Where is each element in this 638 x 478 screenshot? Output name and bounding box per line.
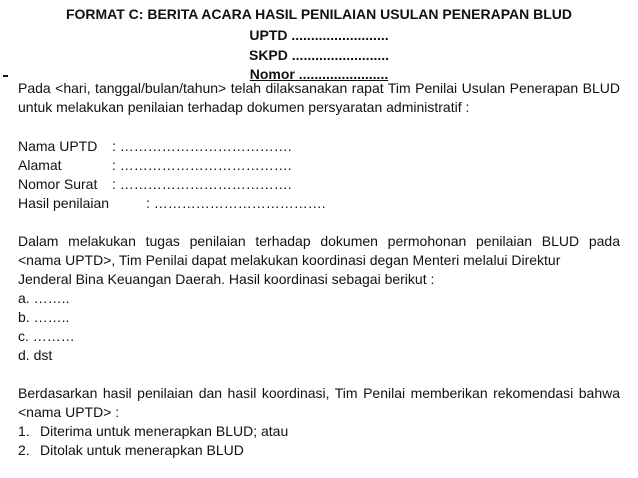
assessment-line-3: Jenderal Bina Keuangan Daerah. Hasil koordinasi sebagai berikut : xyxy=(18,271,435,287)
option-number: 2. xyxy=(18,442,30,458)
nomor-text: Nomor ....................... xyxy=(249,66,389,82)
field-nomor-surat xyxy=(18,175,292,194)
list-item-b: b. …….. xyxy=(18,309,70,325)
field-value: : ………………………………. xyxy=(146,195,326,211)
list-item-a: a. …….. xyxy=(18,290,70,306)
field-label: Nomor Surat xyxy=(18,176,98,192)
field-hasil-penilaian xyxy=(18,194,326,213)
field-value: : ………………………………. xyxy=(112,176,292,192)
field-value: : ………………………………. xyxy=(112,157,292,173)
field-label: Alamat xyxy=(18,157,62,173)
intro-paragraph: Pada <hari, tanggal/bulan/tahun> telah dilaksanakan rapat Tim Penilai Usulan Penerapan BLUD untuk melakukan penilaian terhadap dokumen persyaratan administratif : xyxy=(18,80,620,115)
assessment-line-1: Dalam melakukan tugas penilaian terhadap dokumen permohonan penilaian BLUD pada xyxy=(18,233,620,249)
option-1 xyxy=(18,422,288,441)
list-item-d: d. dst xyxy=(18,347,53,363)
field-nama-uptd xyxy=(18,137,292,156)
option-text: Ditolak untuk menerapkan BLUD xyxy=(40,442,244,458)
list-item-c: c. ……… xyxy=(18,328,75,344)
field-alamat xyxy=(18,156,292,175)
field-label: Nama UPTD xyxy=(18,138,98,154)
skpd-line: SKPD ......................... xyxy=(248,47,390,63)
option-text: Diterima untuk menerapkan BLUD; atau xyxy=(40,423,289,439)
option-number: 1. xyxy=(18,423,30,439)
assessment-line-2: <nama UPTD>, Tim Penilai dapat melakukan koordinasi degan Menteri melalui Direktur xyxy=(18,252,561,268)
option-2 xyxy=(18,441,244,460)
recommendation-paragraph: Berdasarkan hasil penilaian dan hasil koordinasi, Tim Penilai memberikan rekomendasi bahwa <nama UPTD> : xyxy=(18,385,620,420)
document-title: FORMAT C: BERITA ACARA HASIL PENILAIAN USULAN PENERAPAN BLUD xyxy=(65,6,573,22)
uptd-line: UPTD ......................... xyxy=(249,27,389,43)
field-value: : ………………………………. xyxy=(112,138,292,154)
margin-dash xyxy=(3,75,8,77)
field-label: Hasil penilaian xyxy=(18,195,110,211)
